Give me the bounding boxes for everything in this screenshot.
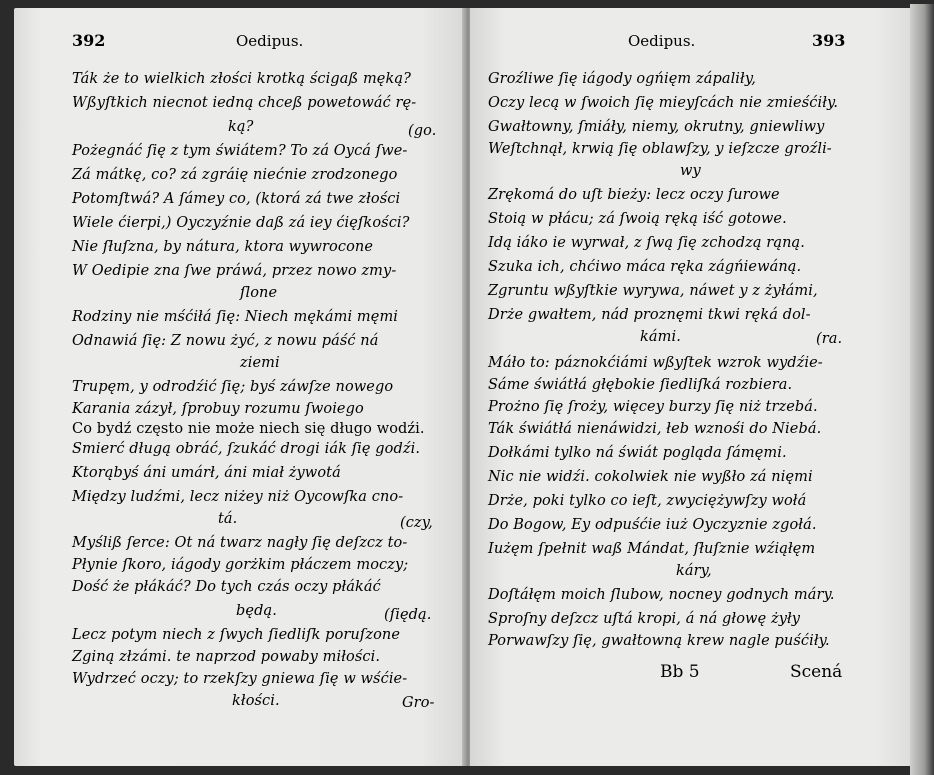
right-text-line: Idą iáko ie wyrwał, z ſwą ſię zchodzą rąną. — [488, 235, 805, 251]
right-text-line: Oczy lecą w ſwoich ſię mieyſcách nie zmieśćiły. — [488, 95, 839, 111]
right-text-line: Do Bogow, Ey odpuśćie iuż Oyczyznie zgołá. — [488, 517, 817, 533]
left-page-number: 392 — [72, 31, 106, 50]
left-text-line: (go. — [408, 123, 437, 139]
right-text-line: Drże, poki tylko co ieſt, zwyciężywſzy wołá — [488, 493, 807, 509]
left-text-line: ſlone — [240, 285, 278, 301]
right-page-number: 393 — [812, 31, 846, 50]
left-text-line: Odnawiá ſię: Z nowu żyć, z nowu páść ná — [72, 333, 379, 349]
left-text-line: Dość że płákáć? Do tych czás oczy płákáć — [72, 579, 381, 595]
right-text-line: kámi. — [640, 329, 681, 345]
right-text-line: Dołkámi tylko ná świát pogląda ſámęmi. — [488, 445, 787, 461]
left-text-line: Zá mátkę, co? zá zgráię niećnie zrodzonego — [72, 167, 398, 183]
left-text-line: (ſiędą. — [384, 607, 432, 623]
right-text-line: Gwałtowny, ſmiáły, niemy, okrutny, gniewliwy — [488, 119, 825, 135]
left-text-line: Między ludźmi, lecz niżey niż Oycowſka cno- — [72, 489, 404, 505]
right-text-line: Porwawſzy ſię, gwałtowną krew nagle puśćiły. — [488, 633, 830, 649]
right-text-line: Nic nie widźi. cokolwiek nie wyßło zá nięmi — [488, 469, 813, 485]
left-text-line: Smierć długą obráć, ſzukáć drogi iák ſię godźi. — [72, 441, 421, 457]
left-text-line: kłości. — [232, 693, 280, 709]
right-text-line: wy — [680, 163, 701, 179]
left-text-line: Co bydź często nie może niech się długo wodźi. — [72, 421, 425, 437]
left-text-line: Karania zázył, ſprobuy rozumu ſwoiego — [72, 401, 364, 417]
left-text-line: Nie ſłuſzna, by nátura, ktora wywrocone — [72, 239, 374, 255]
left-text-line: Wydrzeć oczy; to rzekſzy gniewa ſię w wśćie- — [72, 671, 408, 687]
left-text-line: Ktorąbyś áni umárł, áni miał żywotá — [72, 465, 341, 481]
left-text-line: Trupęm, y odrodźić ſię; byś záwſze nowego — [72, 379, 394, 395]
right-text-line: Drże gwałtem, nád proznęmi tkwi ręká dol- — [488, 307, 811, 323]
right-text-line: Máło to: páznokćiámi wßyſtek wzrok wydźie- — [488, 355, 823, 371]
left-text-line: będą. — [236, 603, 277, 619]
right-text-line: Iużęm ſpełnit waß Mándat, ſłuſznie wźiąłęm — [488, 541, 816, 557]
left-text-line: ziemi — [240, 355, 280, 371]
right-text-line: Doſtáłęm moich ſlubow, nocney godnych máry. — [488, 587, 835, 603]
right-text-line: Sáme świátłá głębokie ſiedliſká rozbiera. — [488, 377, 793, 393]
right-running-head: Oedipus. — [628, 32, 696, 50]
left-text-line: Rodziny nie mśćiłá ſię: Niech mękámi męmi — [72, 309, 399, 325]
catchword: Scená — [790, 662, 843, 682]
left-text-line: (czy, — [400, 515, 433, 531]
right-text-line: Szuka ich, chćiwo máca ręka zágńiewáną. — [488, 259, 802, 275]
left-text-line: Myśliß ſerce: Ot ná twarz nagły ſię deſzcz to- — [72, 535, 408, 551]
left-text-line: Wiele ćierpi,) Oyczyźnie daß zá iey ćięſkości? — [72, 215, 410, 231]
right-text-line: (ra. — [816, 331, 843, 347]
right-text-line: Prożno ſię ſroży, więcey burzy ſię niż trzebá. — [488, 399, 818, 415]
right-text-line: Sproſny deſzcz uſtá kropi, á ná głowę żyły — [488, 611, 801, 627]
right-text-line: Ták świátłá nienáwidzi, łeb wznośi do Niebá. — [488, 421, 822, 437]
left-text-line: Płynie ſkoro, iágody gorżkim płáczem moczy; — [72, 557, 409, 573]
left-text-line: tá. — [218, 511, 238, 527]
right-text-line: Zrękomá do uſt bieży: lecz oczy ſurowe — [488, 187, 780, 203]
right-text-line: Groźliwe ſię iágody ogńięm zápaliły, — [488, 71, 756, 87]
left-text-line: Zginą złzámi. te naprzod powaby miłości. — [72, 649, 381, 665]
right-text-line: Zgruntu wßyſtkie wyrywa, náwet y z żyłámi, — [488, 283, 818, 299]
right-text-line: Stoią w płácu; zá ſwoią ręką iść gotowe. — [488, 211, 787, 227]
signature-mark: Bb 5 — [660, 662, 700, 682]
left-text-line: Ták że to wielkich złości krotką ścigaß męką? — [72, 71, 411, 87]
left-text-line: Wßyſtkich niecnot iedną chceß powetowáć rę- — [72, 95, 417, 111]
left-text-line: Pożegnáć ſię z tym świátem? To zá Oycá ſwe- — [72, 143, 408, 159]
left-running-head: Oedipus. — [236, 32, 304, 50]
left-text-line: Potomſtwá? A ſámey co, (ktorá zá twe złości — [72, 191, 401, 207]
right-text-line: káry, — [676, 563, 712, 579]
right-text-line: Weſtchnął, krwią ſię oblawſzy, y ieſzcze groźli- — [488, 141, 832, 157]
page-edge — [910, 4, 934, 775]
left-text-line: ką? — [228, 119, 254, 135]
left-text-line: Gro- — [402, 695, 435, 711]
left-text-line: Lecz potym niech z ſwych ſiedliſk poruſzone — [72, 627, 401, 643]
left-text-line: W Oedipie zna ſwe práwá, przez nowo zmy- — [72, 263, 397, 279]
